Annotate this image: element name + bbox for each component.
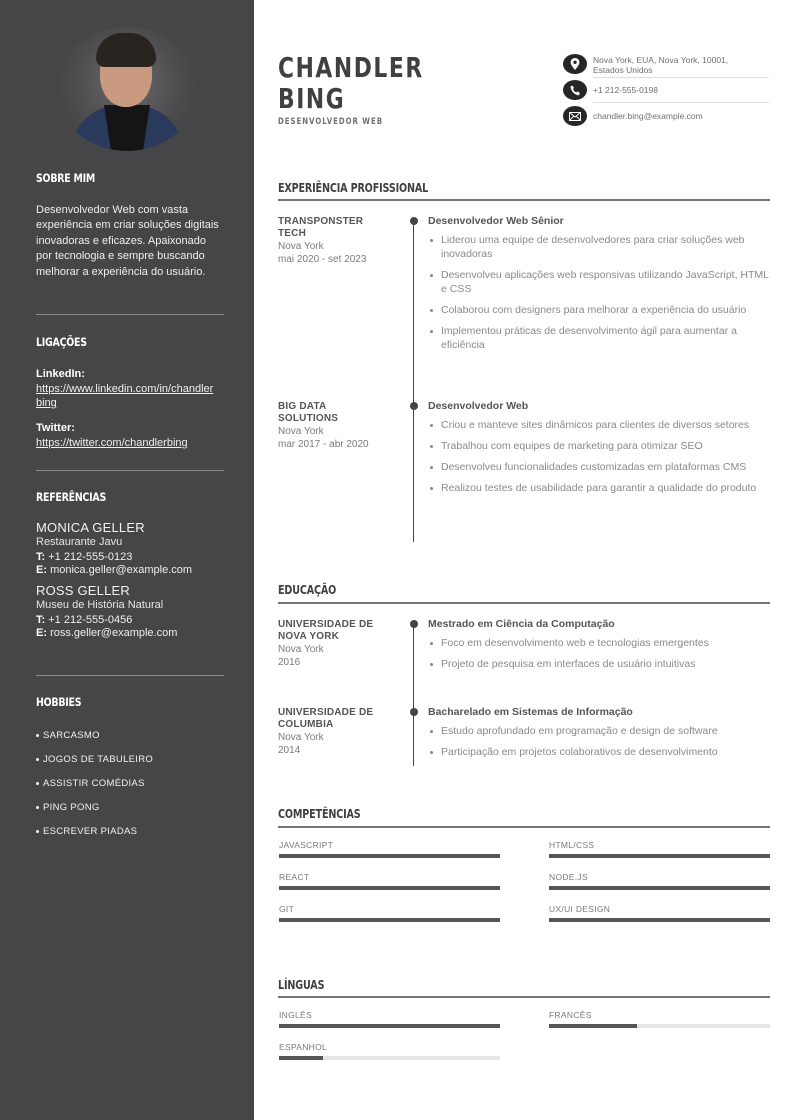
- bullet-item: Realizou testes de usabilidade para garantir a qualidade do produto: [428, 481, 770, 495]
- skill-bar-fill: [279, 854, 500, 858]
- profile-photo: [56, 27, 198, 151]
- language-label: ESPANHOL: [279, 1042, 328, 1052]
- hobby-item: [36, 723, 224, 747]
- skill-bar-fill: [549, 854, 770, 858]
- job-title: Desenvolvedor Web Sênior: [428, 215, 564, 227]
- skills-title: COMPETÊNCIAS: [278, 807, 361, 821]
- language-item: [279, 1010, 500, 1028]
- email-label: E:: [36, 627, 47, 639]
- languages-title: LÍNGUAS: [278, 978, 325, 992]
- bullet-item: Desenvolveu funcionalidades customizadas em plataformas CMS: [428, 460, 770, 474]
- candidate-name: [278, 52, 424, 114]
- bullet-item: Colaborou com designers para melhorar a experiência do usuário: [428, 303, 770, 317]
- bullet-item: Projeto de pesquisa em interfaces de usuário intuitivas: [428, 657, 770, 671]
- skill-item: [549, 872, 770, 890]
- bullet-icon: [36, 830, 39, 833]
- language-bar-fill: [549, 1024, 637, 1028]
- links-section: [36, 335, 224, 450]
- skill-item: [279, 872, 500, 890]
- school-name-cont: NOVA YORK: [278, 631, 340, 642]
- skill-item: [279, 840, 500, 858]
- phone-value: +1 212-555-0456: [48, 614, 133, 626]
- skill-label: HTML/CSS: [549, 840, 595, 850]
- email-label: E:: [36, 564, 47, 576]
- contact-email: [563, 106, 769, 126]
- twitter-link[interactable]: https://twitter.com/chandlerbing: [36, 437, 188, 449]
- contact-address: [563, 54, 769, 75]
- company-location: Nova York: [278, 426, 324, 437]
- language-label: INGLÊS: [279, 1010, 312, 1020]
- linkedin-link[interactable]: https://www.linkedin.com/in/chandlerbing: [36, 383, 214, 409]
- sidebar-divider: [36, 470, 224, 471]
- timeline-dot: [410, 620, 418, 628]
- bullet-icon: [36, 734, 39, 737]
- language-item: [279, 1042, 500, 1060]
- experience-title: EXPERIÊNCIA PROFISSIONAL: [278, 181, 429, 195]
- language-label: FRANCÊS: [549, 1010, 592, 1020]
- bullet-icon: [36, 782, 39, 785]
- linkedin-label: LinkedIn:: [36, 368, 85, 380]
- bullet-icon: [36, 806, 39, 809]
- contact-divider: [593, 102, 769, 103]
- skill-item: [549, 840, 770, 858]
- language-bar-fill: [279, 1024, 500, 1028]
- hobby-label: SARCASMO: [43, 729, 100, 741]
- hobby-item: [36, 819, 224, 843]
- reference-org: Museu de História Natural: [36, 599, 164, 611]
- reference-email: [36, 564, 224, 576]
- bullet-list: [428, 724, 770, 759]
- reference-name: ROSS GELLER: [36, 583, 130, 598]
- company-name-cont: TECH: [278, 228, 307, 239]
- about-text: Desenvolvedor Web com vasta experiência em criar soluções digitais inovadoras e eficazes. Apaixonado por tecnologia e sempre buscando melhorar a experiência do usuário.: [36, 204, 219, 278]
- reference-email: [36, 627, 224, 639]
- skill-label: GIT: [279, 904, 295, 914]
- skill-label: JAVASCRIPT: [279, 840, 334, 850]
- references-title: REFERÊNCIAS: [36, 490, 106, 504]
- bullet-item: Participação em projetos colaborativos de desenvolvimento: [428, 745, 770, 759]
- company-name-cont: SOLUTIONS: [278, 413, 339, 424]
- links-title: LIGAÇÕES: [36, 335, 87, 349]
- photo-shirt: [104, 105, 150, 151]
- phone-label: T:: [36, 551, 46, 563]
- phone-icon: [563, 80, 587, 100]
- hobby-item: [36, 747, 224, 771]
- company-name: BIG DATA: [278, 401, 327, 412]
- job-dates: mar 2017 - abr 2020: [278, 439, 369, 450]
- hobbies-section: [36, 695, 224, 843]
- reference-item: [36, 583, 224, 639]
- section-rule: [278, 602, 770, 604]
- job-dates: mai 2020 - set 2023: [278, 254, 367, 265]
- reference-phone: [36, 614, 224, 626]
- bullet-list: [428, 233, 770, 352]
- envelope-icon: [563, 106, 587, 126]
- experience-details: [428, 215, 770, 359]
- reference-org: Restaurante Javu: [36, 536, 123, 548]
- job-title: Desenvolvedor Web: [428, 400, 529, 412]
- phone-text: +1 212-555-0198: [593, 85, 658, 95]
- sidebar-divider: [36, 675, 224, 676]
- hobby-item: [36, 795, 224, 819]
- reference-name: MONICA GELLER: [36, 520, 145, 535]
- experience-meta: [278, 401, 398, 451]
- school-location: Nova York: [278, 732, 324, 743]
- hobby-label: PING PONG: [43, 801, 100, 813]
- timeline-dot: [410, 708, 418, 716]
- phone-value: +1 212-555-0123: [48, 551, 133, 563]
- last-name: BING: [278, 82, 346, 115]
- hobby-item: [36, 771, 224, 795]
- skill-item: [279, 904, 500, 922]
- experience-meta: [278, 216, 398, 266]
- education-meta: [278, 707, 398, 757]
- school-name: UNIVERSIDADE DE: [278, 619, 374, 630]
- skill-bar-fill: [549, 918, 770, 922]
- bullet-item: Foco em desenvolvimento web e tecnologias emergentes: [428, 636, 770, 650]
- address-line2: Estados Unidos: [593, 65, 653, 75]
- email-value: ross.geller@example.com: [50, 627, 178, 639]
- phone-label: T:: [36, 614, 46, 626]
- section-rule: [278, 826, 770, 828]
- skill-bar: [279, 854, 500, 858]
- hobby-label: ESCREVER PIADAS: [43, 825, 138, 837]
- twitter-label: Twitter:: [36, 422, 75, 434]
- skill-item: [549, 904, 770, 922]
- skill-bar: [279, 886, 500, 890]
- timeline-dot: [410, 402, 418, 410]
- about-section: [36, 171, 224, 280]
- education-meta: [278, 619, 398, 669]
- contact-divider: [593, 77, 769, 78]
- bullet-item: Trabalhou com equipes de marketing para otimizar SEO: [428, 439, 770, 453]
- bullet-list: [428, 418, 770, 495]
- timeline-dot: [410, 217, 418, 225]
- timeline-line: [413, 622, 414, 766]
- candidate-role: DESENVOLVEDOR WEB: [278, 117, 383, 127]
- graduation-year: 2014: [278, 745, 301, 756]
- skill-bar-fill: [279, 886, 500, 890]
- degree-title: Bacharelado em Sistemas de Informação: [428, 706, 633, 718]
- skill-bar: [549, 918, 770, 922]
- bullet-item: Desenvolveu aplicações web responsivas utilizando JavaScript, HTML e CSS: [428, 268, 770, 296]
- bullet-item: Liderou uma equipe de desenvolvedores para criar soluções web inovadoras: [428, 233, 770, 261]
- bullet-item: Criou e manteve sites dinâmicos para clientes de diversos setores: [428, 418, 770, 432]
- email-text[interactable]: chandler.bing@example.com: [593, 111, 703, 121]
- references-section: [36, 490, 224, 639]
- about-title: SOBRE MIM: [36, 171, 96, 185]
- school-location: Nova York: [278, 644, 324, 655]
- skill-label: REACT: [279, 872, 310, 882]
- address-line1: Nova York, EUA, Nova York, 10001,: [593, 55, 729, 65]
- section-rule: [278, 199, 770, 201]
- sidebar-divider: [36, 314, 224, 315]
- hobbies-title: HOBBIES: [36, 695, 82, 709]
- language-bar: [279, 1056, 500, 1060]
- location-pin-icon: [563, 54, 587, 74]
- skill-label: UX/UI DESIGN: [549, 904, 611, 914]
- first-name: CHANDLER: [278, 51, 424, 84]
- skill-bar-fill: [279, 918, 500, 922]
- degree-title: Mestrado em Ciência da Computação: [428, 618, 615, 630]
- education-title: EDUCAÇÃO: [278, 583, 337, 597]
- hobbies-list: [36, 723, 224, 843]
- skill-bar: [549, 854, 770, 858]
- company-name: TRANSPONSTER: [278, 216, 364, 227]
- bullet-icon: [36, 758, 39, 761]
- sidebar: [0, 0, 254, 1120]
- language-bar: [279, 1024, 500, 1028]
- skill-label: NODE.JS: [549, 872, 588, 882]
- school-name-cont: COLUMBIA: [278, 719, 334, 730]
- education-details: [428, 618, 770, 678]
- link-twitter: [36, 422, 224, 450]
- language-item: [549, 1010, 770, 1028]
- education-details: [428, 706, 770, 766]
- link-linkedin: [36, 368, 224, 410]
- timeline-line: [413, 220, 414, 542]
- bullet-item: Estudo aprofundado em programação e design de software: [428, 724, 770, 738]
- graduation-year: 2016: [278, 657, 301, 668]
- skill-bar-fill: [549, 886, 770, 890]
- language-bar-fill: [279, 1056, 323, 1060]
- email-value: monica.geller@example.com: [50, 564, 193, 576]
- photo-hair: [96, 33, 156, 67]
- experience-details: [428, 400, 770, 502]
- company-location: Nova York: [278, 241, 324, 252]
- hobby-label: JOGOS DE TABULEIRO: [43, 753, 154, 765]
- language-bar: [549, 1024, 770, 1028]
- section-rule: [278, 996, 770, 998]
- reference-phone: [36, 551, 224, 563]
- bullet-item: Implementou práticas de desenvolvimento ágil para aumentar a eficiência: [428, 324, 770, 352]
- skill-bar: [279, 918, 500, 922]
- contact-phone: [563, 80, 769, 100]
- hobby-label: ASSISTIR COMÉDIAS: [43, 777, 145, 789]
- bullet-list: [428, 636, 770, 671]
- school-name: UNIVERSIDADE DE: [278, 707, 374, 718]
- skill-bar: [549, 886, 770, 890]
- address-text: [593, 55, 728, 75]
- reference-item: [36, 520, 224, 576]
